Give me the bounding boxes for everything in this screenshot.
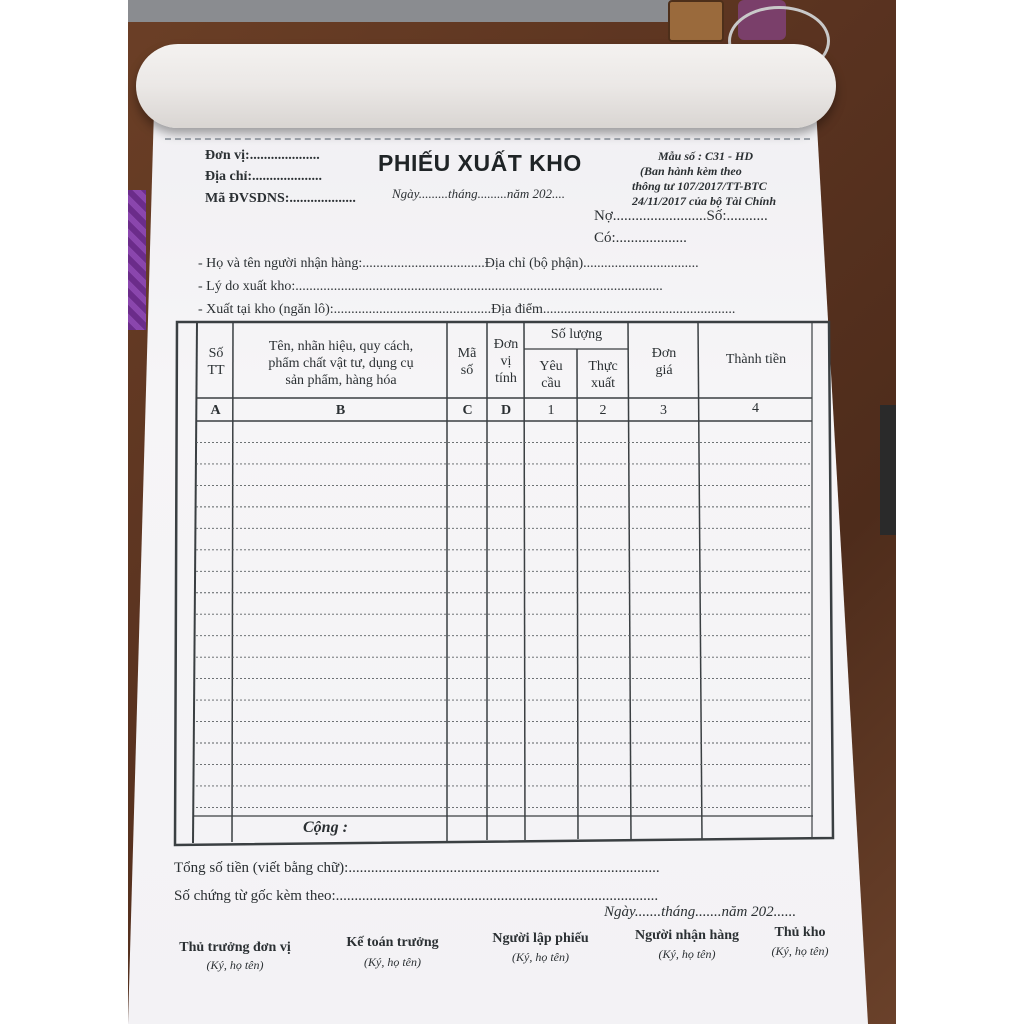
date-line: Ngày.........tháng.........năm 202.... (392, 186, 565, 201)
sig-role-3: Người lập phiếu (492, 931, 589, 946)
ban-hanh-3: 24/11/2017 của bộ Tài Chính (632, 194, 777, 208)
don-gia-line-1: Đơn (651, 346, 677, 361)
tong-so-tien-field: Tổng số tiền (viết bằng chữ):................................................................................... (174, 860, 660, 876)
stt-line-2: TT (207, 363, 225, 378)
yeu-cau-line-2: cầu (541, 376, 561, 391)
col-header-ma (449, 345, 485, 379)
form-title: PHIẾU XUẤT KHO (378, 150, 582, 176)
col-header-dvt (488, 336, 524, 387)
nguoi-nhan-field: - Họ và tên người nhận hàng:...................................Địa chỉ (bộ phận)................................. (198, 256, 699, 271)
sig-role-2: Kế toán trưởng (346, 935, 439, 950)
thuc-xuat-line-2: xuất (590, 376, 616, 391)
ten-line-2: phẩm chất vật tư, dụng cụ (268, 356, 414, 371)
index-b: B (335, 403, 346, 418)
so-chung-tu-field: Số chứng từ gốc kèm theo:...................................................................................... (174, 888, 659, 904)
yeu-cau-line-1: Yêu (539, 359, 563, 374)
ly-do-field: - Lý do xuất kho:......................................................................................................... (198, 279, 663, 294)
sig-note-3: (Ký, họ tên) (512, 950, 569, 964)
sig-note-2: (Ký, họ tên) (364, 955, 421, 969)
ten-line-3: sản phẩm, hàng hóa (285, 373, 397, 388)
stt-line-1: Số (208, 346, 224, 361)
index-a: A (210, 403, 221, 418)
col-header-don-gia (630, 345, 698, 379)
no-so-field: Nợ.........................Số:........... (594, 208, 768, 224)
ban-hanh-2: thông tư 107/2017/TT-BTC (632, 179, 767, 193)
mau-so: Mẫu số : C31 - HD (658, 149, 754, 163)
ma-dvsdns-field: Mã ĐVSDNS:................... (205, 191, 356, 206)
ma-line-1: Mã (457, 346, 477, 361)
sig-note-5: (Ký, họ tên) (771, 944, 829, 958)
date-bottom: Ngày.......tháng.......năm 202...... (604, 904, 797, 920)
dia-chi-field: Địa chỉ:.................... (205, 169, 323, 184)
dvt-line-2: vị (500, 354, 512, 369)
ban-hanh-1: (Ban hành kèm theo (640, 164, 742, 178)
col-header-stt (199, 345, 233, 379)
index-4: 4 (752, 401, 759, 416)
dvt-line-1: Đơn (493, 337, 519, 352)
sig-role-1: Thủ trưởng đơn vị (179, 940, 291, 955)
col-header-so-luong: Số lượng (550, 327, 603, 342)
col-header-yeu-cau (526, 358, 576, 392)
ten-line-1: Tên, nhãn hiệu, quy cách, (268, 339, 414, 354)
sig-note-1: (Ký, họ tên) (206, 958, 264, 972)
dvt-line-3: tính (495, 371, 517, 386)
don-vi-field: Đơn vị:.................... (205, 148, 320, 163)
col-header-thuc-xuat (578, 358, 628, 392)
thuc-xuat-line-1: Thực (588, 359, 618, 374)
index-1: 1 (547, 403, 555, 418)
index-c: C (462, 403, 473, 418)
index-3: 3 (660, 403, 667, 418)
index-d: D (500, 403, 512, 418)
co-field: Có:................... (594, 230, 687, 246)
sig-note-4: (Ký, họ tên) (658, 947, 716, 961)
xuat-tai-kho-field: - Xuất tại kho (ngăn lô):.............................................Địa điểm....................................................... (198, 302, 736, 317)
cong-label: Cộng : (303, 819, 348, 836)
ma-line-2: số (460, 363, 474, 378)
don-gia-line-2: giá (655, 363, 673, 378)
sig-role-4: Người nhận hàng (634, 928, 740, 943)
index-2: 2 (599, 403, 607, 418)
col-header-ten (236, 338, 446, 389)
col-header-thanh-tien: Thành tiền (725, 352, 787, 367)
sig-role-5: Thủ kho (774, 925, 826, 940)
